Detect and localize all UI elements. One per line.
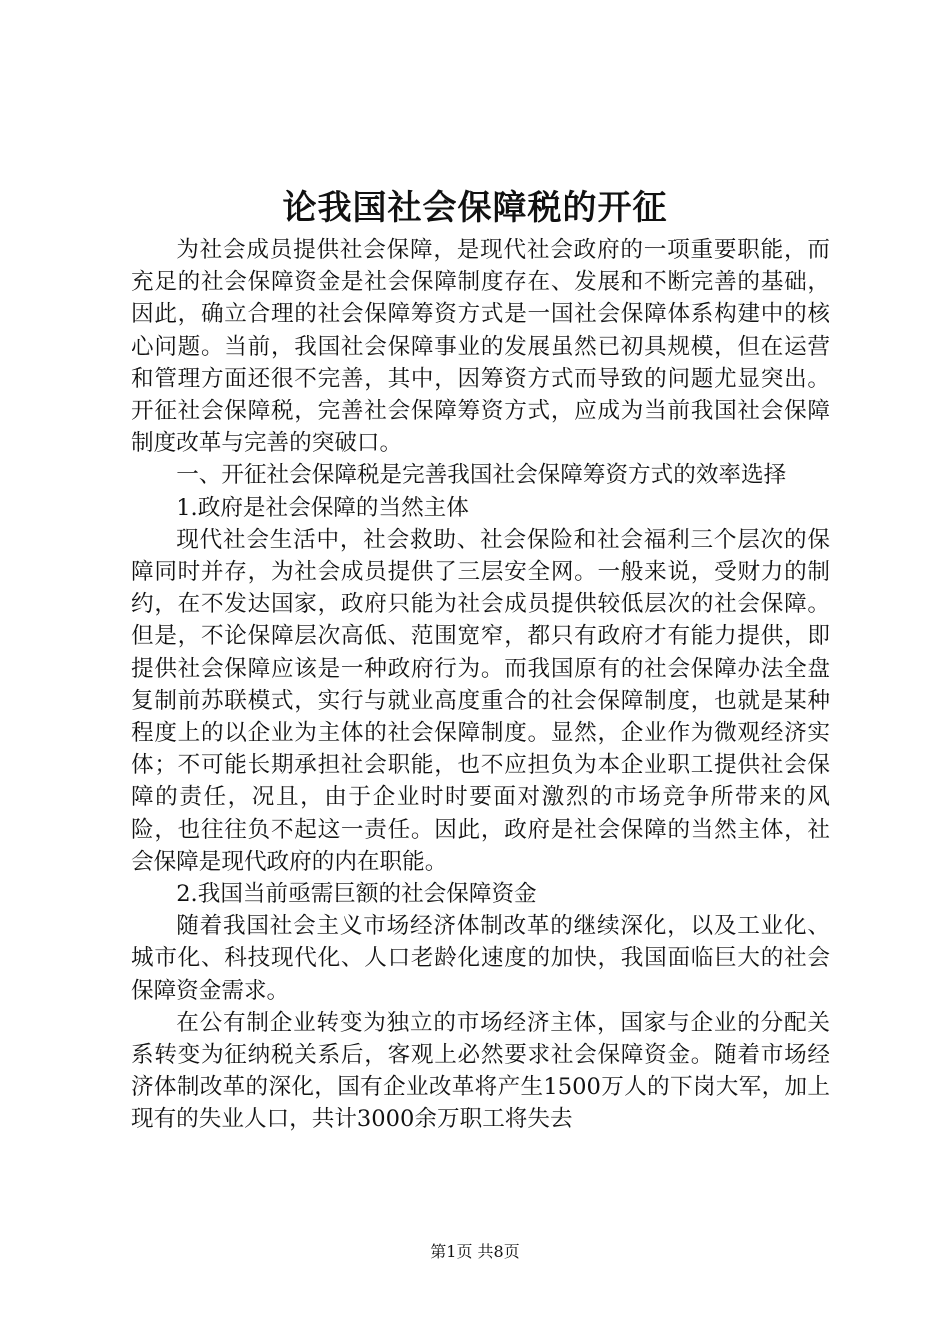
subsection-heading-1: 1.政府是社会保障的当然主体 — [176, 494, 469, 521]
body-paragraph: 随着我国社会主义市场经济体制改革的继续深化，以及工业化、城市化、科技现代化、人口老龄化速度的加快，我国面临巨大的社会保障资金需求。 — [131, 913, 830, 1004]
body-paragraph: 在公有制企业转变为独立的市场经济主体，国家与企业的分配关系转变为征纳税关系后，客观上必然要求社会保障资金。随着市场经济体制改革的深化，国有企业改革将产生1500万人的下岗大军，加上现有的失业人口，共计3000余万职工将失去 — [131, 1009, 830, 1133]
intro-paragraph: 为社会成员提供社会保障，是现代社会政府的一项重要职能，而充足的社会保障资金是社会保障制度存在、发展和不断完善的基础，因此，确立合理的社会保障筹资方式是一国社会保障体系构建中的核心问题。当前，我国社会保障事业的发展虽然已初具规模，但在运营和管理方面还很不完善，其中，因筹资方式而导致的问题尤显突出。开征社会保障税，完善社会保障筹资方式，应成为当前我国社会保障制度改革与完善的突破口。 — [131, 237, 830, 457]
page-footer: 第1页 共8页 — [430, 1242, 520, 1261]
document-title: 论我国社会保障税的开征 — [282, 188, 668, 228]
subsection-heading-2: 2.我国当前亟需巨额的社会保障资金 — [176, 881, 537, 908]
document-body — [131, 234, 830, 1136]
section-heading-1: 一、开征社会保障税是完善我国社会保障筹资方式的效率选择 — [176, 462, 787, 489]
body-paragraph: 现代社会生活中，社会救助、社会保险和社会福利三个层次的保障同时并存，为社会成员提供了三层安全网。一般来说，受财力的制约，在不发达国家，政府只能为社会成员提供较低层次的社会保障。但是，不论保障层次高低、范围宽窄，都只有政府才有能力提供，即提供社会保障应该是一种政府行为。而我国原有的社会保障办法全盘复制前苏联模式，实行与就业高度重合的社会保障制度，也就是某种程度上的以企业为主体的社会保障制度。显然，企业作为微观经济实体；不可能长期承担社会职能，也不应担负为本企业职工提供社会保障的责任，况且，由于企业时时要面对激烈的市场竞争所带来的风险，也往往负不起这一责任。因此，政府是社会保障的当然主体，社会保障是现代政府的内在职能。 — [131, 526, 830, 875]
